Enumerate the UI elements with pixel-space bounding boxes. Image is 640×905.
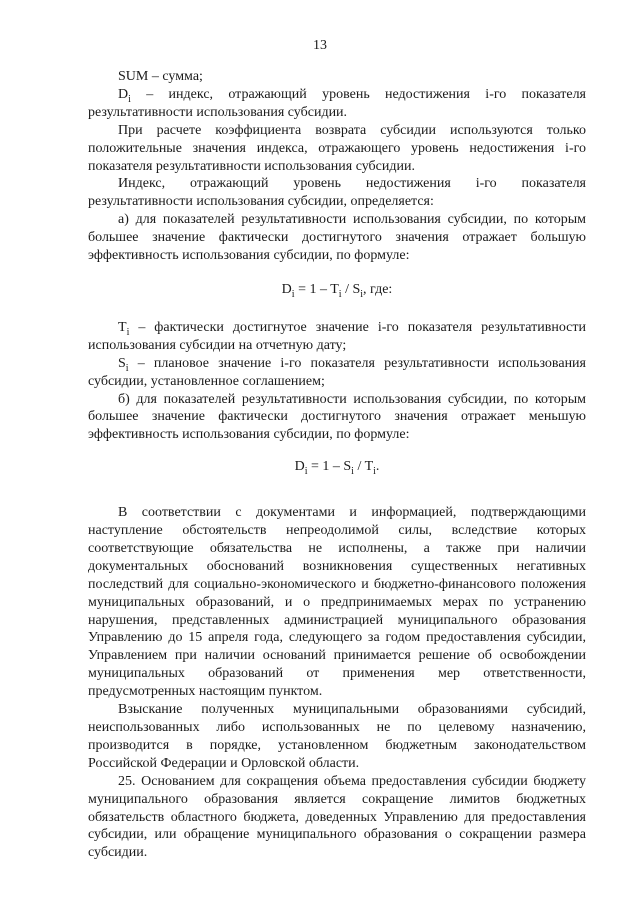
formula-b-lhs: D <box>294 459 305 475</box>
symbol-t: T <box>118 319 127 335</box>
subscript-i: i <box>128 93 131 105</box>
s-definition-text: – плановое значение i-го показателя результативности использования субсидии, установленное соглашением; <box>88 355 586 389</box>
d-definition-text: – индекс, отражающий уровень недостижения i-го показателя результативности использования субсидии. <box>88 86 586 120</box>
page-number: 13 <box>313 38 327 53</box>
force-majeure-paragraph: В соответствии с документами и информацией, подтверждающими наступление обстоятельств непреодолимой силы, вследствие которых соответствующие обязательства не исполнены, а также при наличии документальных обоснований возникновения существенных негативных последствий для социально-экономического и бюджетно-финансового положения муниципальных образований, и о предпринимаемых мерах по устранению нарушения, представленных администрацией муниципального образования Управлению до 15 апреля года, следующего за годом предоставления субсидии, Управлением при наличии оснований принимается решение об освобождении муниципальных образований от применения мер ответственности, предусмотренных настоящим пунктом. <box>88 505 586 700</box>
formula-a-sub-2: i <box>338 288 342 300</box>
calc-note: При расчете коэффициента возврата субсидии используются только положительные значения индекса, отражающего уровень недостижения i-го показателя результативности использования субсидии. <box>88 122 586 174</box>
case-a: а) для показателей результативности использования субсидии, по которым большее значение фактически достигнутого значения отражает большую эффективность использования субсидии, по формуле: <box>88 212 586 264</box>
t-definition <box>88 319 586 355</box>
formula-b-sub-2: i <box>351 466 354 478</box>
symbol-s: S <box>118 355 126 371</box>
formula-a-lhs: D <box>281 281 292 297</box>
s-definition <box>88 355 586 391</box>
d-definition <box>88 86 586 122</box>
formula-b <box>88 458 586 476</box>
formula-a-tail: , где: <box>363 281 393 297</box>
formula-b-sub-3: i <box>373 466 376 478</box>
formula-a-sub-1: i <box>291 288 295 300</box>
sum-definition: SUM – сумма; <box>118 69 203 84</box>
formula-a-mid: = 1 – T <box>294 281 339 297</box>
formula-b-div: / T <box>353 459 374 475</box>
formula-a <box>88 281 586 299</box>
index-intro: Индекс, отражающий уровень недостижения i-го показателя результативности использования субсидии, определяется: <box>88 176 586 210</box>
recovery-paragraph: Взыскание полученных муниципальными образованиями субсидий, неиспользованных либо использованных не по целевому назначению, производится в порядке, установленном бюджетным законодательством Российской Федерации и Орловской области. <box>88 702 586 771</box>
case-b: б) для показателей результативности использования субсидии, по которым большее значение фактически достигнутого значения отражает меньшую эффективность использования субсидии, по формуле: <box>88 391 586 443</box>
formula-b-mid: = 1 – S <box>307 459 352 475</box>
formula-a-sub-3: i <box>360 288 364 300</box>
subscript-i-s: i <box>125 362 129 374</box>
symbol-d: D <box>118 86 129 102</box>
formula-b-sub-1: i <box>304 466 308 478</box>
subscript-i-t: i <box>126 326 130 338</box>
clause-25-paragraph: 25. Основанием для сокращения объема предоставления субсидии бюджету муниципального образования является сокращение лимитов бюджетных обязательств областного бюджета, доведенных Управлению для предоставления субсидии, или обращение муниципального образования о сокращении размера субсидии. <box>88 773 586 861</box>
formula-b-tail: . <box>375 459 380 475</box>
document-body <box>88 68 586 862</box>
t-definition-text: – фактически достигнутое значение i-го показателя результативности использования субсидии на отчетную дату; <box>88 319 587 353</box>
formula-a-div: / S <box>341 281 361 297</box>
